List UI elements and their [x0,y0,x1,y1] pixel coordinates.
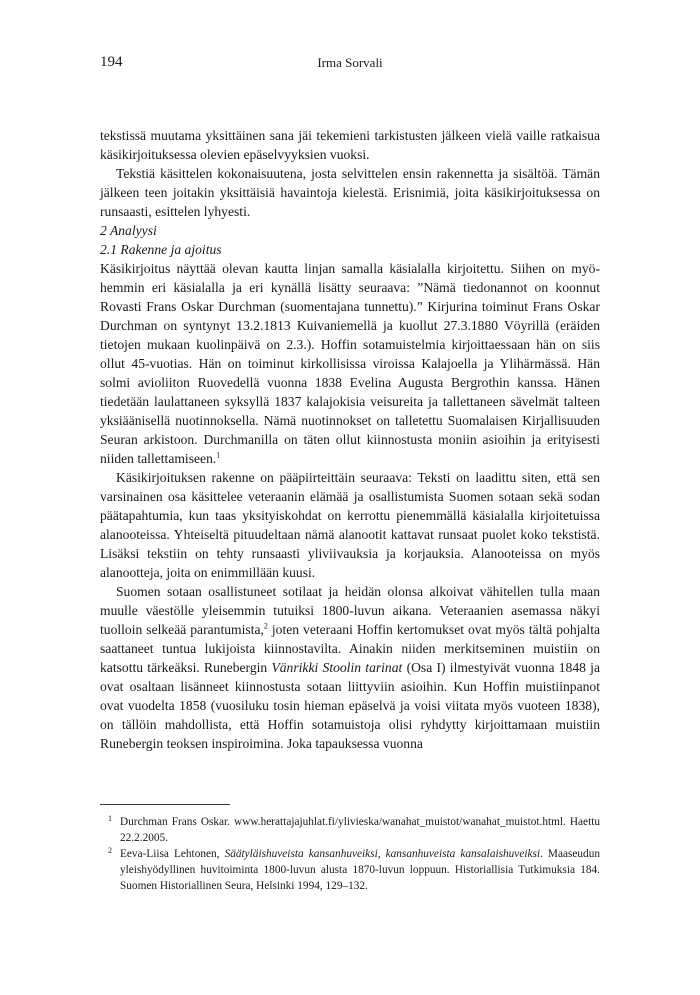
body-text [100,126,600,753]
book-title: Vänrikki Stoolin tarinat [271,660,403,675]
paragraph-text: (Osa I) ilmestyivät vuonna 1848 ja ovat osaltaan lisänneet kiinnostusta sotaan liittyviin asioihin. Kun Hoffin muistiinpanot ovat vuodelta 1858 (vuosiluku tosin hieman epäselvä ja voisi viitata myös vuoteen 1838), on tällöin mahdollista, että Hoffin sotamuistoja olisi ryhdytty kirjoittamaan muistiin Runebergin teoksen inspiroimina. Joka tapauksessa vuonna [100,660,600,751]
footnote-number: 2 [108,846,112,855]
paragraph-text: joten veteraani Hoffin kertomukset ovat myös tältä pohjalta saattaneet tuntua lukijoista kiinnostavilta. Ainakin niiden merkitseminen muistiin on katsottu tärkeäksi. Runebergin [100,622,601,675]
footnote [100,814,600,846]
footnote-text: . Maaseudun yleishyödyllinen huvitoiminta 1800-luvun alusta 1870-luvun loppuun. Historiallisia Tutkimuksia 184. Suomen Historiallinen Seura, Helsinki 1994, 129–132. [120,848,601,892]
subsection-heading: 2.1 Rakenne ja ajoitus [100,242,222,257]
paragraph-text: Suomen sotaan osallistuneet sotilaat ja heidän olonsa alkoivat vähitellen tulla maan muulle väestölle yleisemmin tutuiksi 1800-luvun aikana. Veteraanien asemassa näkyi tuolloin selkeää parantumista, [100,584,600,637]
footnote-divider [100,804,230,805]
paragraph [100,582,600,753]
footnote-author: Eeva-Liisa Lehtonen, [120,848,225,860]
paragraph: Käsikirjoituksen rakenne on pääpiirteittäin seuraava: Teksti on laadittu siten, että sen varsinainen osa käsittelee veteraanin elämää ja osallistumista Suomen sotaan sekä sodan päätapahtumia, kun taas yksityiskohdat on kerrottu pienemmällä käsialalla kirjoitetuissa alanooteissa. Yhteiseltä pituudeltaan nämä alanootit kattavat runsaat puolet koko tekstistä. Lisäksi tekstiin on tehty runsaasti yliviivauksia ja korjauksia. Alanooteissa on myös alanootteja, joita on enimmillään kuusi. [100,470,600,580]
footnote-number: 1 [108,814,112,823]
page-header [100,54,600,74]
running-head: Irma Sorvali [317,55,383,70]
section-heading: 2 Analyysi [100,223,157,238]
footnote-ref: 2 [263,621,268,631]
footnote [100,846,600,894]
paragraph [100,259,600,468]
footnote-ref: 1 [216,450,221,460]
footnotes [100,814,600,894]
footnote-title: Säätyläishuveista kansanhuveiksi, kansanhuveista kansalaishuveiksi [224,848,541,860]
paragraph-text: Käsikirjoitus näyttää olevan kautta linjan samalla käsialalla kirjoitettu. Siihen on myöhemmin eri käsialalla ja eri kynällä lisätty seuraava: ”Nämä tiedonannot on koonnut Rovasti Frans Oskar Durchman (suomentajana tunnettu).” Kirjurina toiminut Frans Oskar Durchman on syntynyt 13.2.1813 Kuivaniemellä ja kuollut 27.3.1880 Vöyrillä (eräiden tietojen mukaan kuolinpäivä on 2.3.). Hoffin sotamuistelmia kirjoittaessaan hän on siis ollut 45-vuotias. Hän on toiminut kirkollisissa viroissa Kalajoella ja Ylihärmässä. Hän solmi avioliiton Ruovedellä vuonna 1838 Evelina Augusta Bergrothin kanssa. Hänen tiedetään laulattaneen syksyllä 1837 kalajokisia veisureita ja tallettaneen sävelmät talteen yksiäänisellä nuotinnoksella. Nämä nuotinnokset on talletettu Suomalaisen Kirjallisuuden Seuran arkistoon. Durchmanilla on täten ollut kiinnostusta moniin asioihin ja erityisesti niiden tallettamiseen. [100,261,600,466]
paragraph: Tekstiä käsittelen kokonaisuutena, josta selvittelen ensin rakennetta ja sisältöä. Tämän jälkeen teen joitakin yksittäisiä havaintoja kielestä. Erisnimiä, joita käsikirjoituksessa on runsaasti, esittelen lyhyesti. [100,166,600,219]
footnote-text: Durchman Frans Oskar. www.herattajajuhlat.fi/ylivieska/wanahat_muistot/wanahat_muistot.html. Haettu 22.2.2005. [120,816,600,844]
page-number: 194 [100,54,123,70]
paragraph: tekstissä muutama yksittäinen sana jäi tekemieni tarkistusten jälkeen vielä vaille ratkaisua käsikirjoituksessa olevien epäselvyyksien vuoksi. [100,128,600,162]
